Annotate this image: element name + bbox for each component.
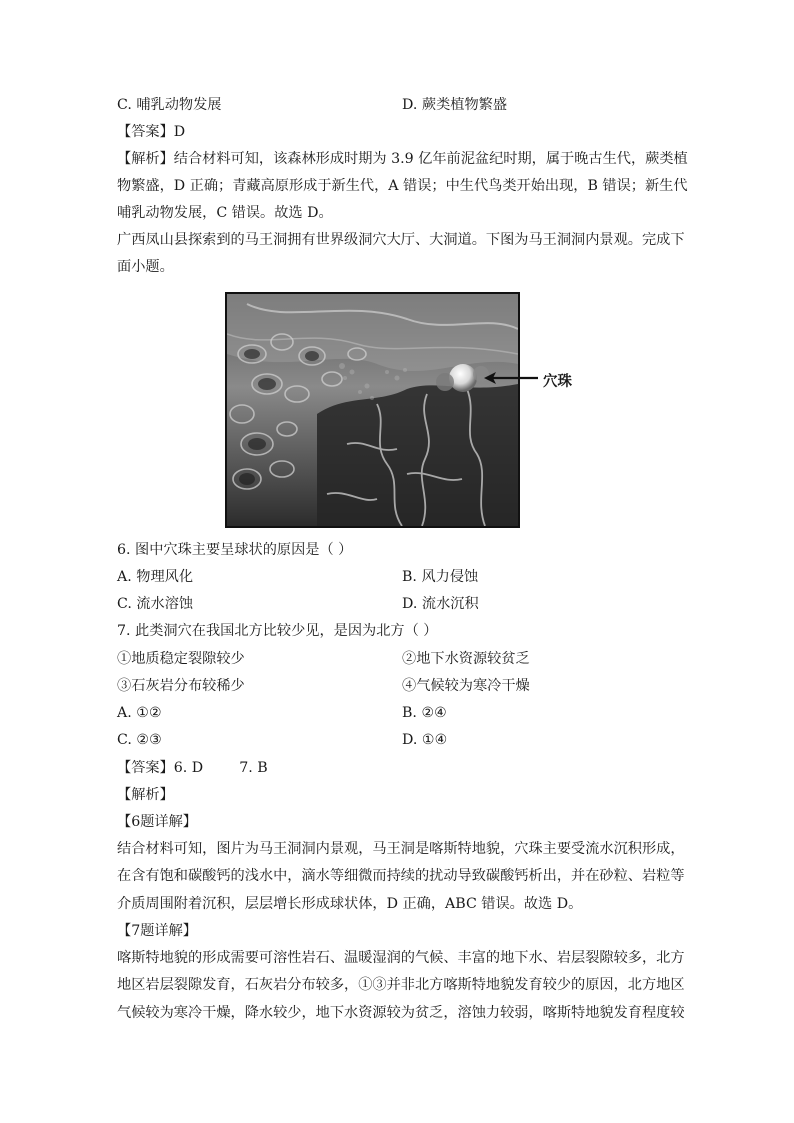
q5-analysis-line-2: 物繁盛，D 正确；青藏高原形成于新生代，A 错误；中生代鸟类开始出现，B 错误；新生代: [117, 178, 688, 194]
q7-detail-line-3: 气候较为寒冷干燥，降水较少，地下水资源较为贫乏，溶蚀力较弱，喀斯特地貌发育程度较: [117, 1005, 685, 1021]
q7-detail-header: 【7题详解】: [117, 923, 197, 939]
intro-line-1: 广西凤山县探索到的马王洞拥有世界级洞穴大厅、大洞道。下图为马王洞洞内景观。完成下: [117, 232, 685, 248]
q7-statement-1: ①地质稳定裂隙较少: [117, 651, 245, 667]
q6-stem: 6. 图中穴珠主要呈球状的原因是（ ）: [117, 542, 353, 558]
q5-analysis-line-3: 哺乳动物发展，C 错误。故选 D。: [117, 205, 333, 221]
q6-detail-line-1: 结合材料可知，图片为马王洞洞内景观，马王洞是喀斯特地貌，穴珠主要受流水沉积形成，: [117, 841, 685, 857]
q7-option-a: A. ①②: [117, 705, 162, 721]
q7-statement-2: ②地下水资源较贫乏: [402, 651, 530, 667]
q5-option-d: D. 蕨类植物繁盛: [402, 97, 508, 113]
q6-option-c: C. 流水溶蚀: [117, 596, 194, 612]
q7-statement-3: ③石灰岩分布较稀少: [117, 678, 245, 694]
q6-detail-line-3: 介质周围附着沉积，层层增长形成球状体，D 正确，ABC 错误。故选 D。: [117, 896, 583, 912]
q7-stem: 7. 此类洞穴在我国北方比较少见，是因为北方（ ）: [117, 623, 438, 639]
q7-detail-line-2: 地区岩层裂隙发育，石灰岩分布较多，①③并非北方喀斯特地貌发育较少的原因，北方地区: [117, 977, 685, 993]
q7-statement-4: ④气候较为寒冷干燥: [402, 678, 530, 694]
q5-answer: 【答案】D: [117, 124, 186, 140]
q7-detail-line-1: 喀斯特地貌的形成需要可溶性岩石、温暖湿润的气候、丰富的地下水、岩层裂隙较多，北方: [117, 950, 685, 966]
q6-detail-header: 【6题详解】: [117, 814, 197, 830]
intro-line-2: 面小题。: [117, 259, 174, 275]
answers-line: 【答案】6. D 7. B: [117, 760, 268, 776]
q7-option-d: D. ①④: [402, 732, 448, 748]
q7-option-b: B. ②④: [402, 705, 447, 721]
q7-option-c: C. ②③: [117, 732, 162, 748]
q6-option-a: A. 物理风化: [117, 569, 194, 585]
q5-analysis-line-1: 【解析】结合材料可知，该森林形成时期为 3.9 亿年前泥盆纪时期，属于晚古生代，蕨类植: [117, 151, 688, 167]
analysis-header: 【解析】: [117, 787, 174, 803]
cave-photo: [225, 292, 520, 528]
pointer-arrow-icon: [484, 370, 540, 386]
q6-detail-line-2: 在含有饱和碳酸钙的浅水中，滴水等细微而持续的扰动导致碳酸钙析出，并在砂粒、岩粒等: [117, 868, 685, 884]
figure-label: 穴珠: [543, 374, 572, 390]
q6-option-d: D. 流水沉积: [402, 596, 479, 612]
q5-option-c: C. 哺乳动物发展: [117, 97, 222, 113]
cave-texture-illustration: [227, 294, 518, 526]
q6-option-b: B. 风力侵蚀: [402, 569, 479, 585]
